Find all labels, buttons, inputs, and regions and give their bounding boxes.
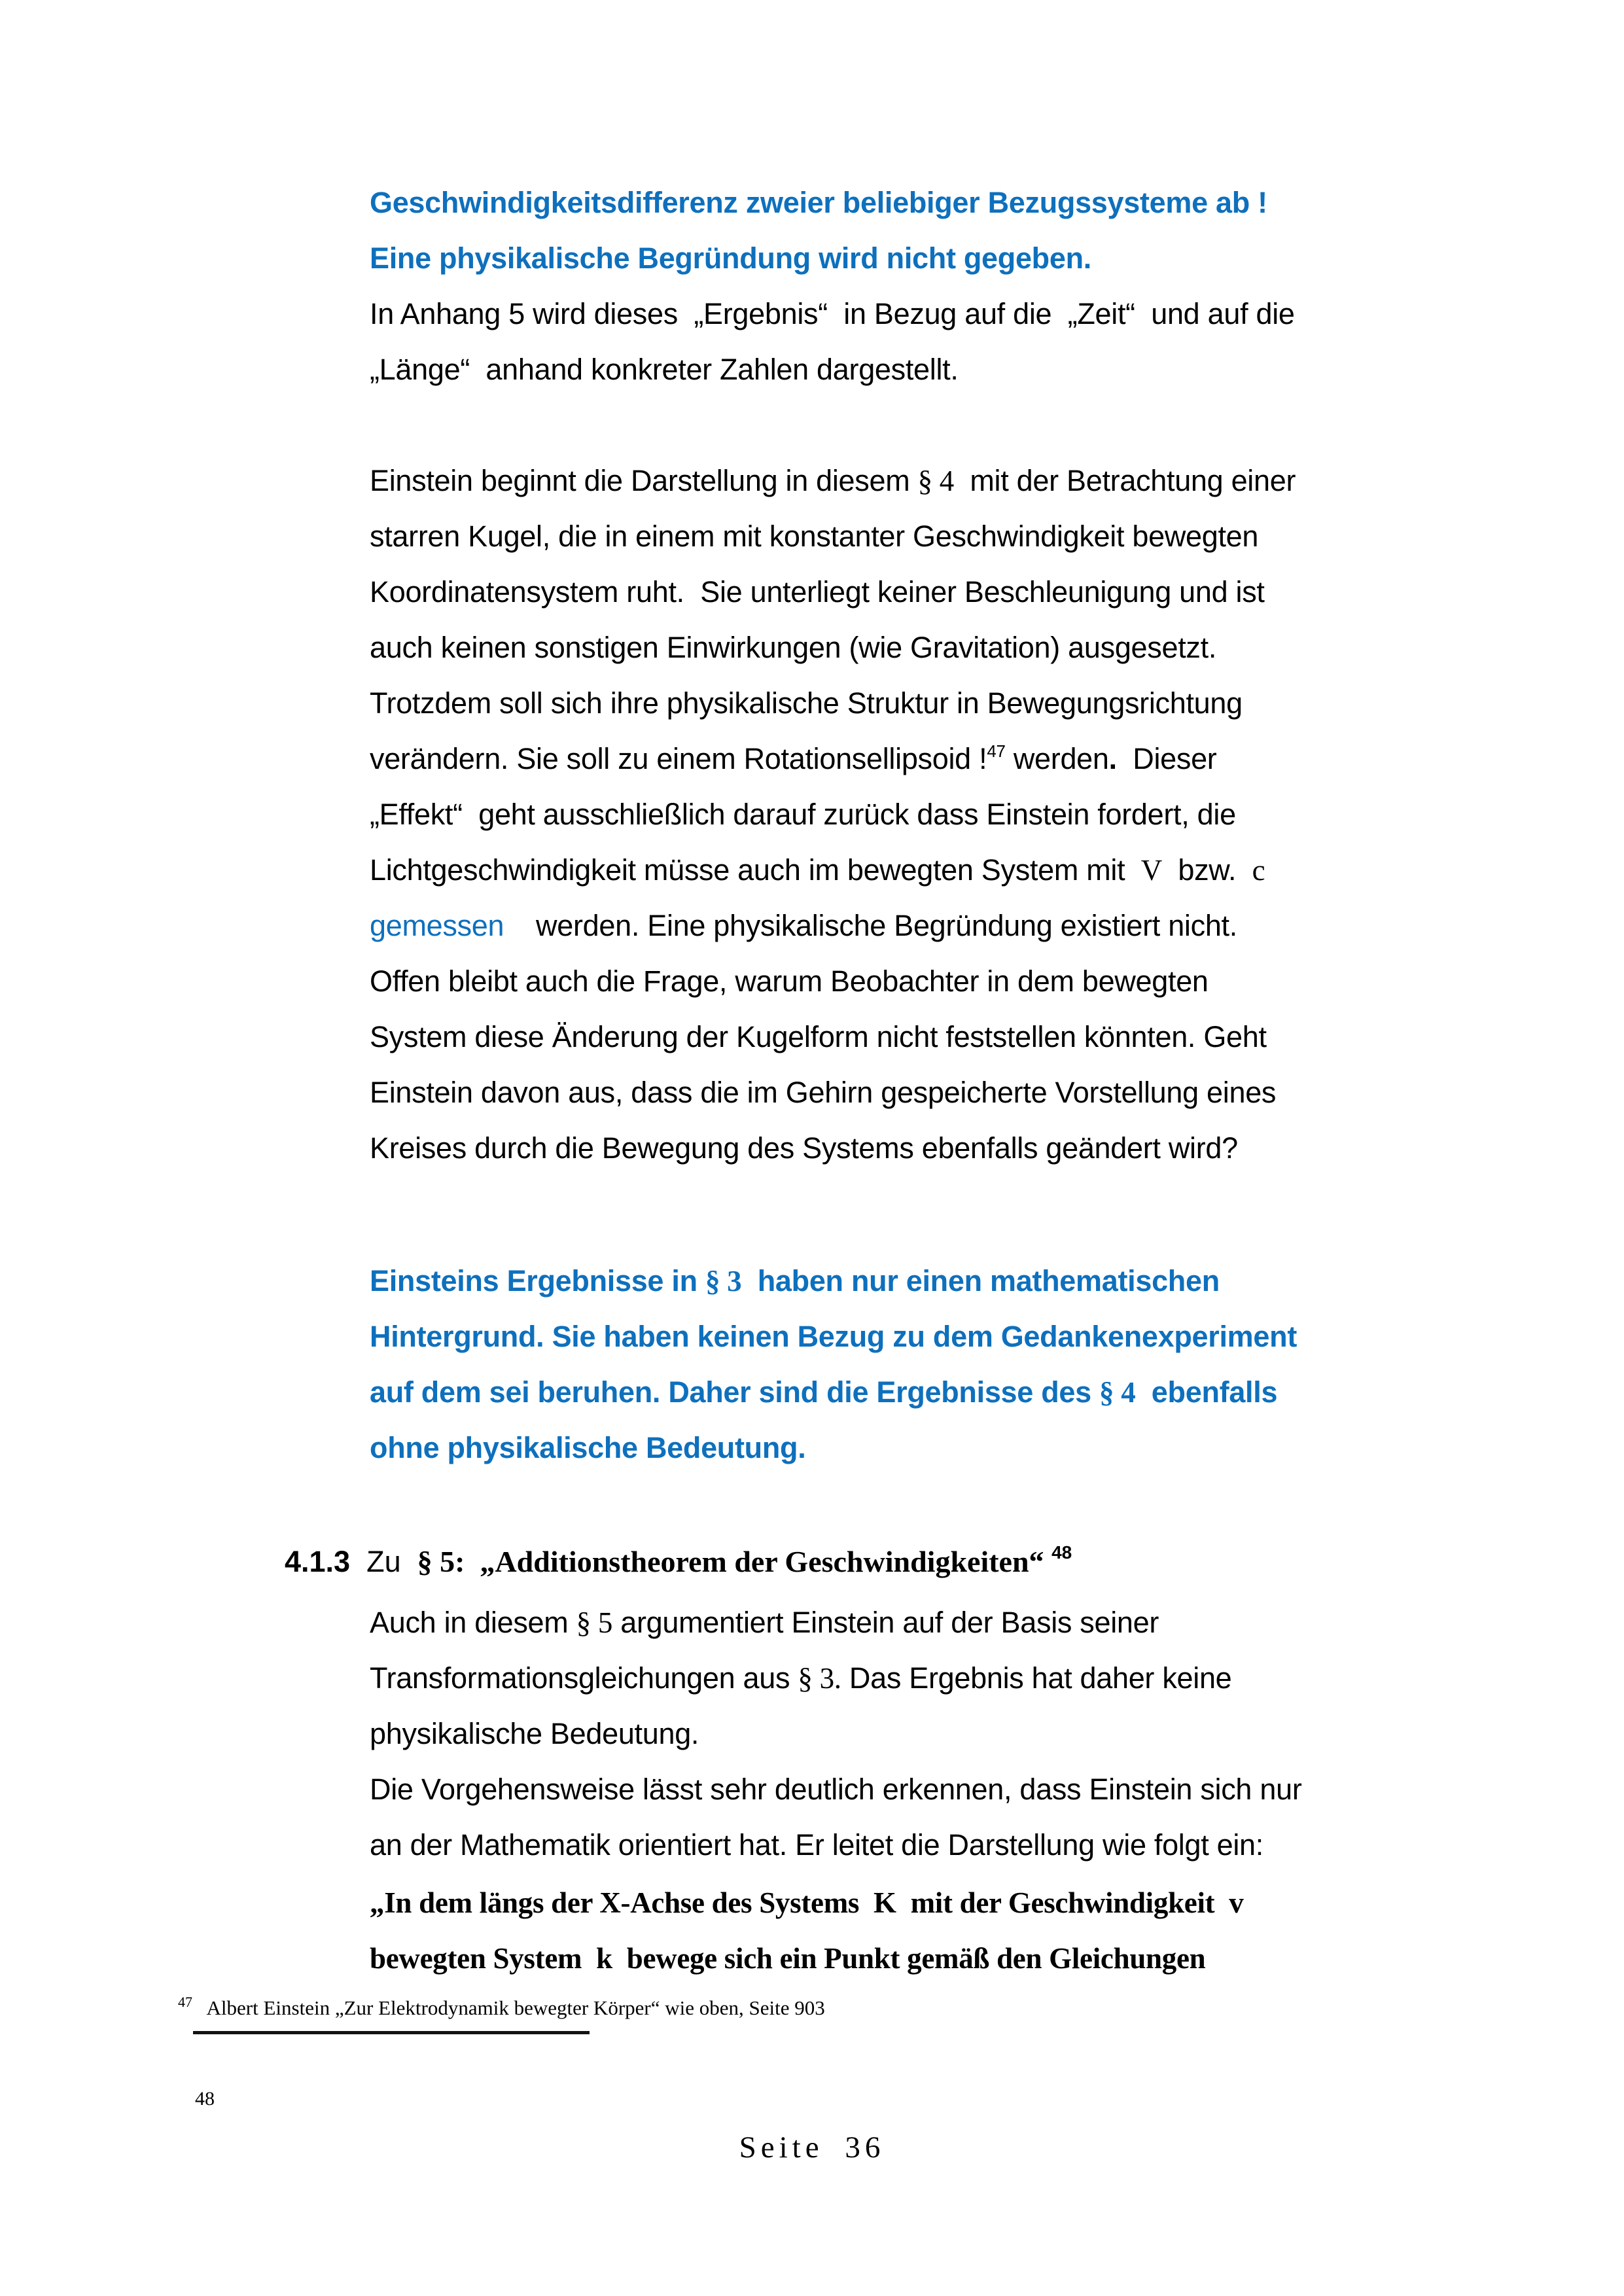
text-line — [370, 1120, 1296, 1176]
intro-paragraph — [370, 286, 1295, 397]
page-footer — [0, 2128, 1624, 2167]
body-text: Transformationsgleichungen aus — [370, 1661, 798, 1695]
text-line — [370, 842, 1296, 898]
quote-text: „In dem längs der X-Achse des Systems K mit der Geschwindigkeit v — [370, 1886, 1244, 1919]
text-line — [370, 564, 1296, 620]
heading-text: Eine physikalische Begründung wird nicht gegeben. — [370, 241, 1091, 275]
text-line — [370, 1065, 1296, 1120]
text-line — [370, 620, 1296, 675]
section-ref: § 4 — [917, 465, 954, 497]
body-text: mit der Betrachtung einer — [953, 464, 1296, 497]
section-ref: § 3 — [705, 1265, 742, 1298]
body-text: „Effekt“ geht ausschließlich darauf zurück dass Einstein fordert, die — [370, 798, 1236, 831]
text-line — [370, 731, 1296, 786]
heading-text: ebenfalls — [1135, 1375, 1278, 1409]
heading-line — [370, 1253, 1297, 1309]
text-line — [370, 675, 1296, 731]
intro-heading — [370, 175, 1267, 286]
body-text: starren Kugel, die in einem mit konstanter Geschwindigkeit bewegten — [370, 520, 1259, 553]
quote-line — [370, 1875, 1243, 1931]
text-line — [370, 342, 1295, 397]
heading-line — [370, 175, 1267, 230]
body-text: System diese Änderung der Kugelform nicht feststellen könnten. Geht — [370, 1020, 1267, 1053]
footnote-47 — [178, 1993, 825, 2023]
body-text: In Anhang 5 wird dieses „Ergebnis“ in Bezug auf die „Zeit“ und auf die — [370, 297, 1295, 330]
body-text: argumentiert Einstein auf der Basis seiner — [612, 1606, 1159, 1639]
section-title: § 5: „Additionstheorem der Geschwindigkeiten“ — [417, 1545, 1052, 1578]
text-line — [370, 1650, 1302, 1706]
symbol-c: c — [1252, 854, 1265, 887]
section-ref: § 3. — [798, 1662, 841, 1695]
heading-text: auf dem sei beruhen. Daher sind die Ergebnisse des — [370, 1375, 1100, 1409]
text-line — [370, 1009, 1296, 1065]
body-text: Kreises durch die Bewegung des Systems ebenfalls geändert wird? — [370, 1131, 1238, 1165]
body-text: Lichtgeschwindigkeit müsse auch im bewegten System mit — [370, 853, 1141, 887]
paragraph-section5 — [370, 1595, 1302, 1873]
section-ref: § 5 — [576, 1606, 613, 1639]
body-text: „Länge“ anhand konkreter Zahlen dargestellt. — [370, 353, 959, 386]
body-text: bzw. — [1161, 853, 1252, 887]
body-text: Einstein davon aus, dass die im Gehirn gespeicherte Vorstellung eines — [370, 1076, 1277, 1109]
body-text: Offen bleibt auch die Frage, warum Beobachter in dem bewegten — [370, 964, 1209, 998]
body-text: Auch in diesem — [370, 1606, 576, 1639]
section-zu: Zu — [350, 1545, 417, 1578]
heading-text: Geschwindigkeitsdifferenz zweier beliebiger Bezugssysteme ab ! — [370, 186, 1267, 219]
conclusion-heading — [370, 1253, 1297, 1475]
body-text: Koordinatensystem ruht. Sie unterliegt keiner Beschleunigung und ist — [370, 575, 1265, 609]
footnote-text: Albert Einstein „Zur Elektrodynamik bewegter Körper“ wie oben, Seite 903 — [192, 1996, 825, 2019]
footnote-marker-47: 47 — [987, 741, 1006, 761]
body-text: werden. Eine physikalische Begründung existiert nicht. — [504, 909, 1237, 942]
body-text: Trotzdem soll sich ihre physikalische Struktur in Bewegungsrichtung — [370, 686, 1243, 720]
text-line — [370, 453, 1296, 508]
text-line — [370, 898, 1296, 953]
text-line — [370, 1595, 1302, 1650]
text-line — [370, 286, 1295, 342]
text-line — [370, 1706, 1302, 1761]
page-number-label: Seite 36 — [739, 2130, 885, 2164]
symbol-V: V — [1140, 854, 1162, 887]
body-text: werden — [1005, 742, 1109, 775]
einstein-quotation — [370, 1875, 1243, 1987]
einstein-paragraph — [370, 453, 1296, 1176]
text-line — [370, 508, 1296, 564]
text-line — [370, 953, 1296, 1009]
footnote-number-48: 48 — [195, 2088, 215, 2110]
section-number: 4.1.3 — [285, 1545, 351, 1578]
body-text-bold: . — [1108, 742, 1117, 775]
section-ref: § 4 — [1099, 1376, 1136, 1409]
text-line — [370, 1761, 1302, 1817]
heading-line — [370, 1420, 1297, 1475]
body-text: physikalische Bedeutung. — [370, 1717, 699, 1750]
section-heading-line — [285, 1534, 1072, 1589]
heading-line — [370, 1309, 1297, 1364]
body-text: an der Mathematik orientiert hat. Er leitet die Darstellung wie folgt ein: — [370, 1828, 1263, 1862]
body-text: Das Ergebnis hat daher keine — [841, 1661, 1232, 1695]
body-text: auch keinen sonstigen Einwirkungen (wie Gravitation) ausgesetzt. — [370, 631, 1217, 664]
text-line — [370, 1817, 1302, 1873]
quote-text: bewegten System k bewege sich ein Punkt gemäß den Gleichungen — [370, 1942, 1206, 1975]
footnote-number-47: 47 — [178, 1994, 192, 2010]
section-heading-413 — [285, 1534, 1072, 1589]
footnote-48 — [195, 2086, 215, 2112]
body-text: verändern. Sie soll zu einem Rotationsellipsoid ! — [370, 742, 987, 775]
body-text: Die Vorgehensweise lässt sehr deutlich erkennen, dass Einstein sich nur — [370, 1773, 1302, 1806]
heading-text: Einsteins Ergebnisse in — [370, 1264, 705, 1298]
heading-text: haben nur einen mathematischen — [741, 1264, 1220, 1298]
footnote-separator — [193, 2031, 590, 2034]
heading-text: Hintergrund. Sie haben keinen Bezug zu dem Gedankenexperiment — [370, 1320, 1297, 1353]
heading-line — [370, 230, 1267, 286]
footnote-marker-48: 48 — [1051, 1542, 1072, 1563]
text-line — [370, 786, 1296, 842]
body-text: Einstein beginnt die Darstellung in diesem — [370, 464, 918, 497]
body-text: Dieser — [1116, 742, 1217, 775]
quote-line — [370, 1931, 1243, 1987]
emphasized-word-gemessen: gemessen — [370, 909, 504, 942]
heading-line — [370, 1364, 1297, 1420]
heading-text: ohne physikalische Bedeutung. — [370, 1431, 806, 1464]
